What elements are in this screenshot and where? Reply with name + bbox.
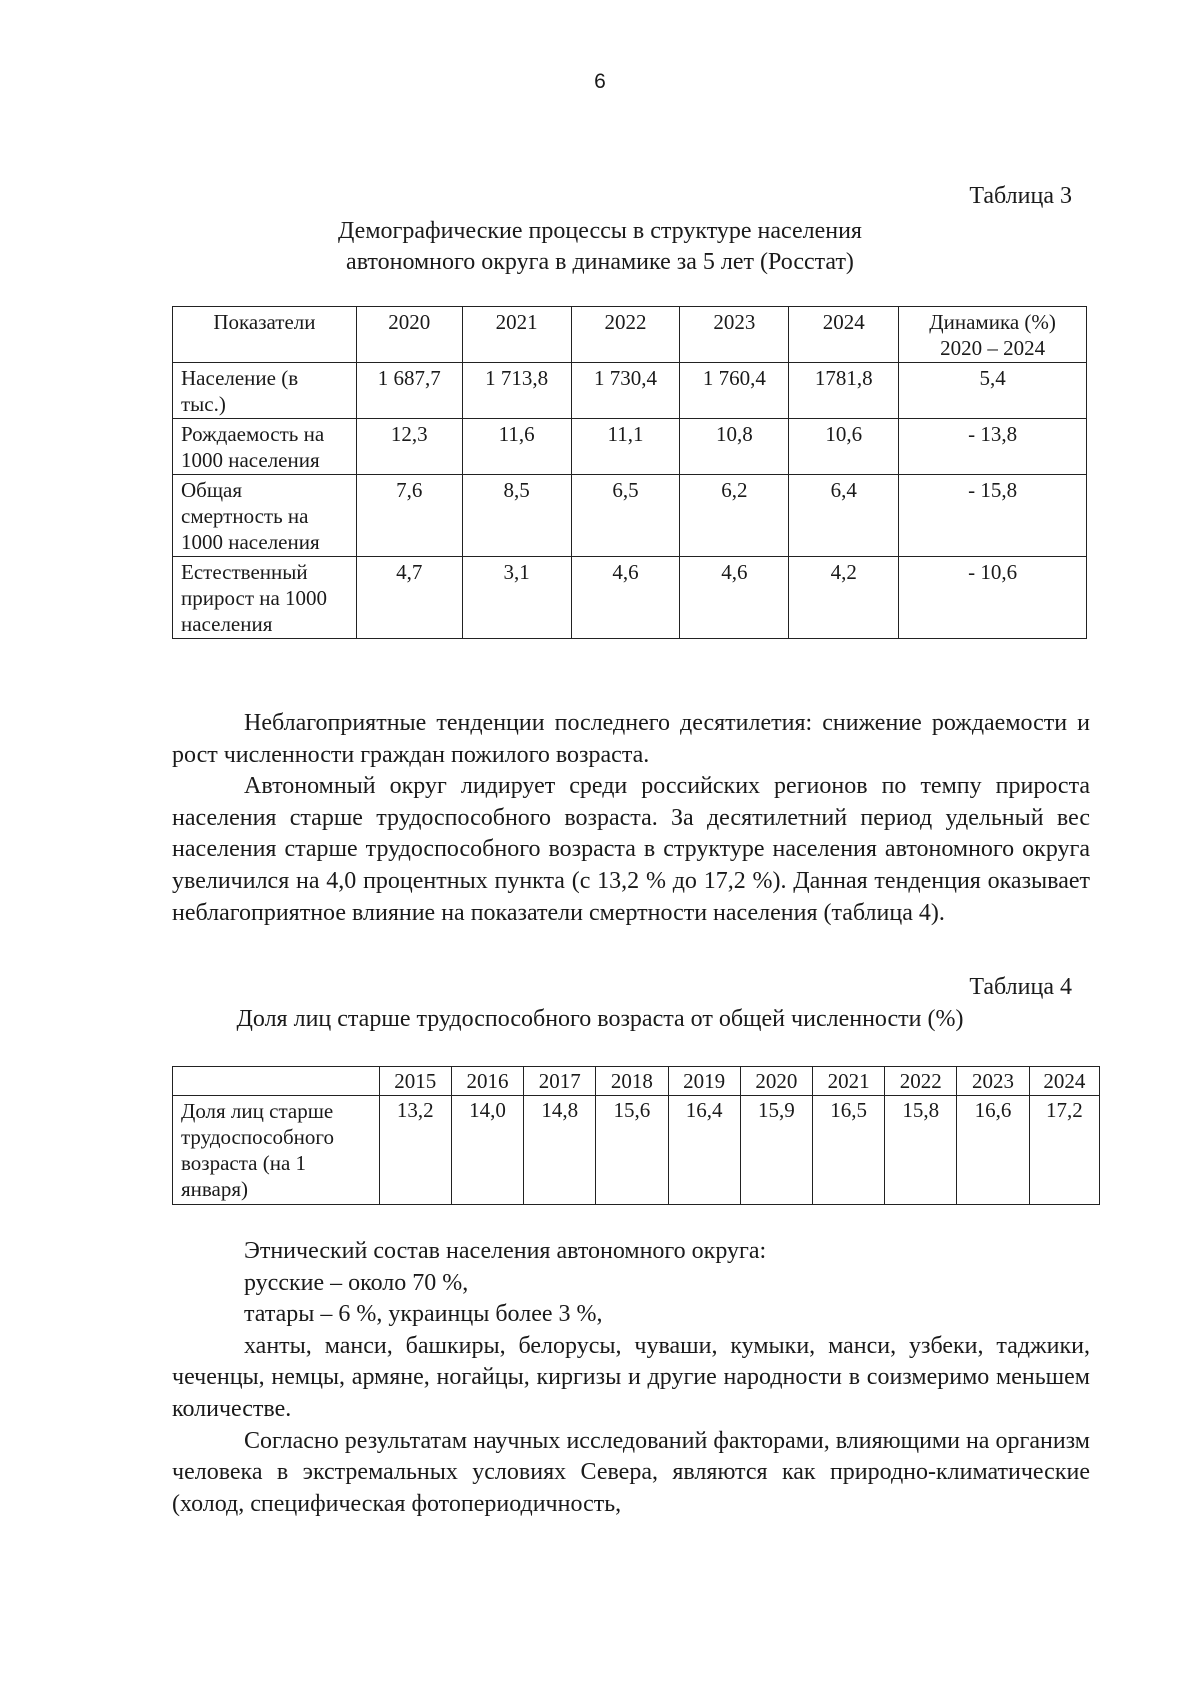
table3-header-dynamics-line2: 2020 – 2024	[940, 336, 1046, 360]
table4-cell: 16,4	[668, 1096, 740, 1205]
table3-cell: 1 730,4	[571, 363, 680, 419]
table3-cell: 1781,8	[789, 363, 899, 419]
table3-cell: 5,4	[899, 363, 1087, 419]
table3-cell: 4,6	[571, 557, 680, 639]
table4-header-year: 2015	[379, 1067, 451, 1096]
paragraph-leadership: Автономный округ лидирует среди российских регионов по темпу прироста населения старше трудоспособного возраста. За десятилетний период удельный вес населения старше трудоспособного возраста в структуре населения автономного округа увеличился на 4,0 процентных пункта (с 13,2 % до 17,2 %). Данная тенденция оказывает неблагоприятное влияние на показатели смертности населения (таблица 4).	[172, 773, 1090, 926]
table4-header-year: 2020	[740, 1067, 812, 1096]
table3-header-indicator: Показатели	[173, 307, 357, 363]
table4-cell: 15,9	[740, 1096, 812, 1205]
table4-cell: 15,6	[596, 1096, 668, 1205]
table4-cell: 14,0	[451, 1096, 523, 1205]
table4-caption: Таблица 4	[969, 974, 1072, 1000]
paragraph-research: Согласно результатам научных исследований факторами, влияющими на организм человека в экстремальных условиях Севера, являются как природно-климатические (холод, специфическая фотопериодичность,	[172, 1427, 1090, 1517]
table4-cell: 16,6	[957, 1096, 1029, 1205]
page-number: 6	[594, 70, 606, 93]
table4-header-year: 2018	[596, 1067, 668, 1096]
table4-cell: 15,8	[885, 1096, 957, 1205]
table3-title	[0, 216, 1200, 278]
table4-header-year: 2021	[812, 1067, 884, 1096]
table4-cell: 13,2	[379, 1096, 451, 1205]
table3-cell: 1 687,7	[356, 363, 462, 419]
table4-header-year: 2016	[451, 1067, 523, 1096]
table4-header-year: 2022	[885, 1067, 957, 1096]
table3-cell: 4,6	[680, 557, 789, 639]
table3-cell: 12,3	[356, 419, 462, 475]
table3-cell: - 15,8	[899, 475, 1087, 557]
table3-header-2020: 2020	[356, 307, 462, 363]
table-row	[173, 363, 1087, 419]
table-row	[173, 475, 1087, 557]
table4-header-empty	[173, 1067, 380, 1096]
paragraph-trends: Неблагоприятные тенденции последнего десятилетия: снижение рождаемости и рост численности граждан пожилого возраста.	[172, 710, 1090, 768]
table3-row-label: Население (в тыс.)	[173, 363, 357, 419]
table3-cell: 11,6	[462, 419, 571, 475]
body-text-section1	[172, 708, 1090, 929]
table3-cell: 11,1	[571, 419, 680, 475]
table3-header-2024: 2024	[789, 307, 899, 363]
table4-header-year: 2023	[957, 1067, 1029, 1096]
table4-cell: 16,5	[812, 1096, 884, 1205]
table4-cell: 17,2	[1029, 1096, 1099, 1205]
table3-cell: 6,5	[571, 475, 680, 557]
table3-header-2021: 2021	[462, 307, 571, 363]
table3-row-label: Общая смертность на 1000 населения	[173, 475, 357, 557]
table3-header-dynamics-line1: Динамика (%)	[929, 310, 1056, 334]
body-text-section2	[172, 1236, 1090, 1520]
table4-cell: 14,8	[524, 1096, 596, 1205]
table3-cell: - 10,6	[899, 557, 1087, 639]
table3-row-label: Естественный прирост на 1000 населения	[173, 557, 357, 639]
table4-header-year: 2017	[524, 1067, 596, 1096]
paragraph-tatars: татары – 6 %, украинцы более 3 %,	[244, 1301, 603, 1328]
table4-header-year: 2024	[1029, 1067, 1099, 1096]
table3-header-dynamics	[899, 307, 1087, 363]
paragraph-other-nationalities: ханты, манси, башкиры, белорусы, чуваши, кумыки, манси, узбеки, таджики, чеченцы, немцы, армяне, ногайцы, киргизы и другие народности в соизмеримо меньшем количестве.	[172, 1332, 1090, 1422]
table3-header-2023: 2023	[680, 307, 789, 363]
table3-header-row	[173, 307, 1087, 363]
table3-cell: 4,7	[356, 557, 462, 639]
table3-cell: 8,5	[462, 475, 571, 557]
table3-cell: 1 713,8	[462, 363, 571, 419]
table4	[172, 1066, 1100, 1205]
table3-cell: 6,4	[789, 475, 899, 557]
table-row	[173, 1096, 1100, 1205]
table3	[172, 306, 1087, 639]
table3-caption: Таблица 3	[969, 183, 1072, 209]
paragraph-ethnic-intro: Этнический состав населения автономного округа:	[244, 1238, 767, 1264]
table4-row-label: Доля лиц старше трудоспособного возраста (на 1 января)	[173, 1096, 380, 1205]
table3-row-label: Рождаемость на 1000 населения	[173, 419, 357, 475]
table3-header-2022: 2022	[571, 307, 680, 363]
table3-cell: 3,1	[462, 557, 571, 639]
table3-cell: 6,2	[680, 475, 789, 557]
table-row	[173, 557, 1087, 639]
table4-header-row	[173, 1067, 1100, 1096]
table3-title-line2: автономного округа в динамике за 5 лет (Росстат)	[346, 249, 854, 275]
table4-title: Доля лиц старше трудоспособного возраста от общей численности (%)	[236, 1006, 964, 1032]
table3-cell: 10,8	[680, 419, 789, 475]
paragraph-russians: русские – около 70 %,	[244, 1269, 469, 1296]
table3-cell: 4,2	[789, 557, 899, 639]
table4-header-year: 2019	[668, 1067, 740, 1096]
table3-cell: 10,6	[789, 419, 899, 475]
table3-cell: 1 760,4	[680, 363, 789, 419]
table3-cell: - 13,8	[899, 419, 1087, 475]
table-row	[173, 419, 1087, 475]
table3-cell: 7,6	[356, 475, 462, 557]
table3-title-line1: Демографические процессы в структуре населения	[338, 218, 862, 244]
